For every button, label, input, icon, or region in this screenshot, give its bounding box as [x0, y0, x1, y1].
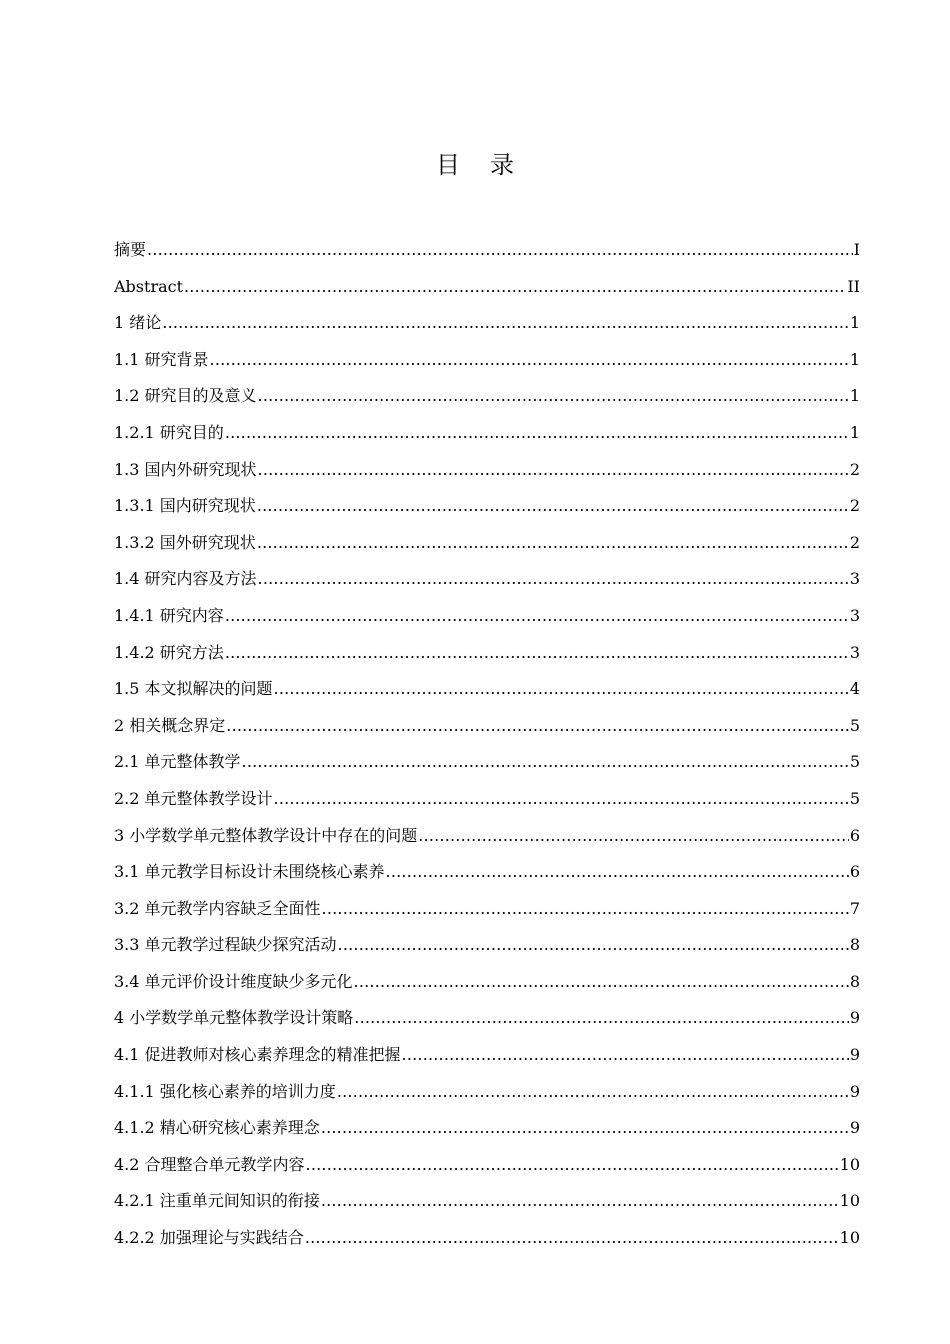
toc-dot-leader	[225, 419, 849, 447]
toc-dot-leader	[274, 785, 849, 813]
toc-entry-label: 1.5 本文拟解决的问题	[114, 679, 273, 699]
toc-page-number: 1	[849, 349, 860, 369]
toc-entry-label: 1 绪论	[114, 313, 162, 333]
toc-dot-leader	[162, 309, 849, 337]
toc-entry[interactable]	[114, 931, 860, 968]
toc-entry[interactable]	[114, 346, 860, 383]
toc-page-number: 6	[849, 862, 860, 882]
toc-dot-leader	[321, 1114, 849, 1142]
toc-page-number: 9	[849, 1008, 860, 1028]
toc-entry[interactable]	[114, 1151, 860, 1188]
toc-entry[interactable]	[114, 492, 860, 529]
toc-entry-label: 2 相关概念界定	[114, 715, 226, 735]
toc-page-number: I	[853, 240, 860, 259]
toc-page-number: 7	[849, 898, 860, 918]
toc-dot-leader	[386, 858, 849, 886]
toc-page-number: 1	[849, 386, 860, 406]
toc-entry[interactable]	[114, 785, 860, 822]
toc-dot-leader	[147, 236, 853, 264]
toc-entry-label: 1.4.1 研究内容	[114, 605, 224, 625]
toc-page-number: 8	[849, 935, 860, 955]
toc-entry[interactable]	[114, 675, 860, 712]
toc-entry[interactable]	[114, 639, 860, 676]
toc-entry[interactable]	[114, 602, 860, 639]
toc-entry-label: 1.3.1 国内研究现状	[114, 496, 256, 516]
toc-page-number: 3	[849, 642, 860, 662]
toc-entry-label: 1.2 研究目的及意义	[114, 386, 257, 406]
toc-page-number: 10	[839, 1191, 860, 1211]
toc-page-number: 6	[849, 825, 860, 845]
toc-entry-label: 4.1 促进教师对核心素养理念的精准把握	[114, 1045, 401, 1065]
toc-entry-label: 1.4 研究内容及方法	[114, 569, 257, 589]
toc-dot-leader	[322, 895, 849, 923]
toc-entry-label: 3.2 单元教学内容缺乏全面性	[114, 898, 321, 918]
toc-dot-leader	[402, 1041, 849, 1069]
toc-entry-label: 1.1 研究背景	[114, 349, 209, 369]
toc-entry-label: Abstract	[114, 276, 184, 296]
toc-page-number: 3	[849, 569, 860, 589]
toc-dot-leader	[354, 968, 849, 996]
toc-entry[interactable]	[114, 1041, 860, 1078]
toc-entry[interactable]	[114, 309, 860, 346]
toc-entry[interactable]	[114, 236, 860, 273]
toc-page-number: 10	[839, 1228, 860, 1248]
toc-page-number: 2	[849, 496, 860, 516]
toc-entry-label: 4.1.2 精心研究核心素养理念	[114, 1118, 320, 1138]
toc-entry[interactable]	[114, 529, 860, 566]
toc-entry[interactable]	[114, 273, 860, 310]
toc-title: 目录	[436, 151, 544, 179]
toc-page-number: 5	[849, 752, 860, 772]
toc-entry[interactable]	[114, 1078, 860, 1115]
toc-dot-leader	[225, 602, 849, 630]
toc-dot-leader	[257, 529, 849, 557]
toc-dot-leader	[226, 712, 849, 740]
toc-dot-leader	[418, 822, 849, 850]
toc-page-number: II	[847, 276, 860, 296]
toc-entry-label: 4.2 合理整合单元教学内容	[114, 1154, 305, 1174]
toc-entry-label: 摘要	[114, 240, 147, 259]
toc-dot-leader	[337, 1078, 849, 1106]
toc-entry-label: 2.2 单元整体教学设计	[114, 788, 273, 808]
toc-dot-leader	[257, 492, 849, 520]
toc-page-number: 1	[849, 313, 860, 333]
toc-page-number: 1	[849, 422, 860, 442]
toc-page-number: 4	[849, 679, 860, 699]
toc-entry[interactable]	[114, 419, 860, 456]
toc-entry[interactable]	[114, 712, 860, 749]
toc-page-number: 2	[849, 532, 860, 552]
toc-entry-label: 4.2.2 加强理论与实践结合	[114, 1228, 304, 1248]
toc-dot-leader	[258, 456, 849, 484]
toc-entry[interactable]	[114, 968, 860, 1005]
toc-entry-label: 3.1 单元教学目标设计未围绕核心素养	[114, 862, 385, 882]
toc-dot-leader	[242, 748, 849, 776]
toc-entry[interactable]	[114, 858, 860, 895]
toc-page-number: 9	[849, 1045, 860, 1065]
toc-dot-leader	[225, 639, 849, 667]
toc-entry[interactable]	[114, 1114, 860, 1151]
toc-entry-label: 1.3.2 国外研究现状	[114, 532, 256, 552]
toc-entry[interactable]	[114, 748, 860, 785]
toc-entry[interactable]	[114, 822, 860, 859]
toc-page-number: 9	[849, 1081, 860, 1101]
toc-entry[interactable]	[114, 382, 860, 419]
toc-dot-leader	[305, 1224, 839, 1252]
toc-page-number: 2	[849, 459, 860, 479]
toc-entry-label: 1.2.1 研究目的	[114, 422, 224, 442]
toc-entry-label: 3.3 单元教学过程缺少探究活动	[114, 935, 337, 955]
toc-page-number: 5	[849, 788, 860, 808]
toc-dot-leader	[184, 273, 846, 301]
toc-dot-leader	[321, 1187, 839, 1215]
toc-entry-label: 1.4.2 研究方法	[114, 642, 224, 662]
toc-entry[interactable]	[114, 895, 860, 932]
toc-entry-label: 4.1.1 强化核心素养的培训力度	[114, 1081, 336, 1101]
toc-entry-label: 1.3 国内外研究现状	[114, 459, 257, 479]
toc-page-number: 8	[849, 971, 860, 991]
toc-dot-leader	[354, 1004, 849, 1032]
toc-dot-leader	[306, 1151, 839, 1179]
toc-entry-label: 3 小学数学单元整体教学设计中存在的问题	[114, 825, 418, 845]
toc-entry-label: 4 小学数学单元整体教学设计策略	[114, 1008, 354, 1028]
toc-page-number: 3	[849, 605, 860, 625]
toc-entry[interactable]	[114, 1004, 860, 1041]
toc-entry[interactable]	[114, 1224, 860, 1261]
toc-entry[interactable]	[114, 456, 860, 493]
toc-entry-label: 4.2.1 注重单元间知识的衔接	[114, 1191, 320, 1211]
toc-page-number: 9	[849, 1118, 860, 1138]
toc-dot-leader	[338, 931, 849, 959]
toc-dot-leader	[258, 565, 849, 593]
toc-entry-label: 2.1 单元整体教学	[114, 752, 241, 772]
toc-dot-leader	[210, 346, 849, 374]
toc-entry[interactable]	[114, 565, 860, 602]
toc-page-number: 5	[849, 715, 860, 735]
toc-dot-leader	[258, 382, 849, 410]
toc-entry-label: 3.4 单元评价设计维度缺少多元化	[114, 971, 353, 991]
toc-list	[114, 236, 860, 1261]
toc-dot-leader	[274, 675, 849, 703]
toc-page-number: 10	[839, 1154, 860, 1174]
toc-entry[interactable]	[114, 1187, 860, 1224]
